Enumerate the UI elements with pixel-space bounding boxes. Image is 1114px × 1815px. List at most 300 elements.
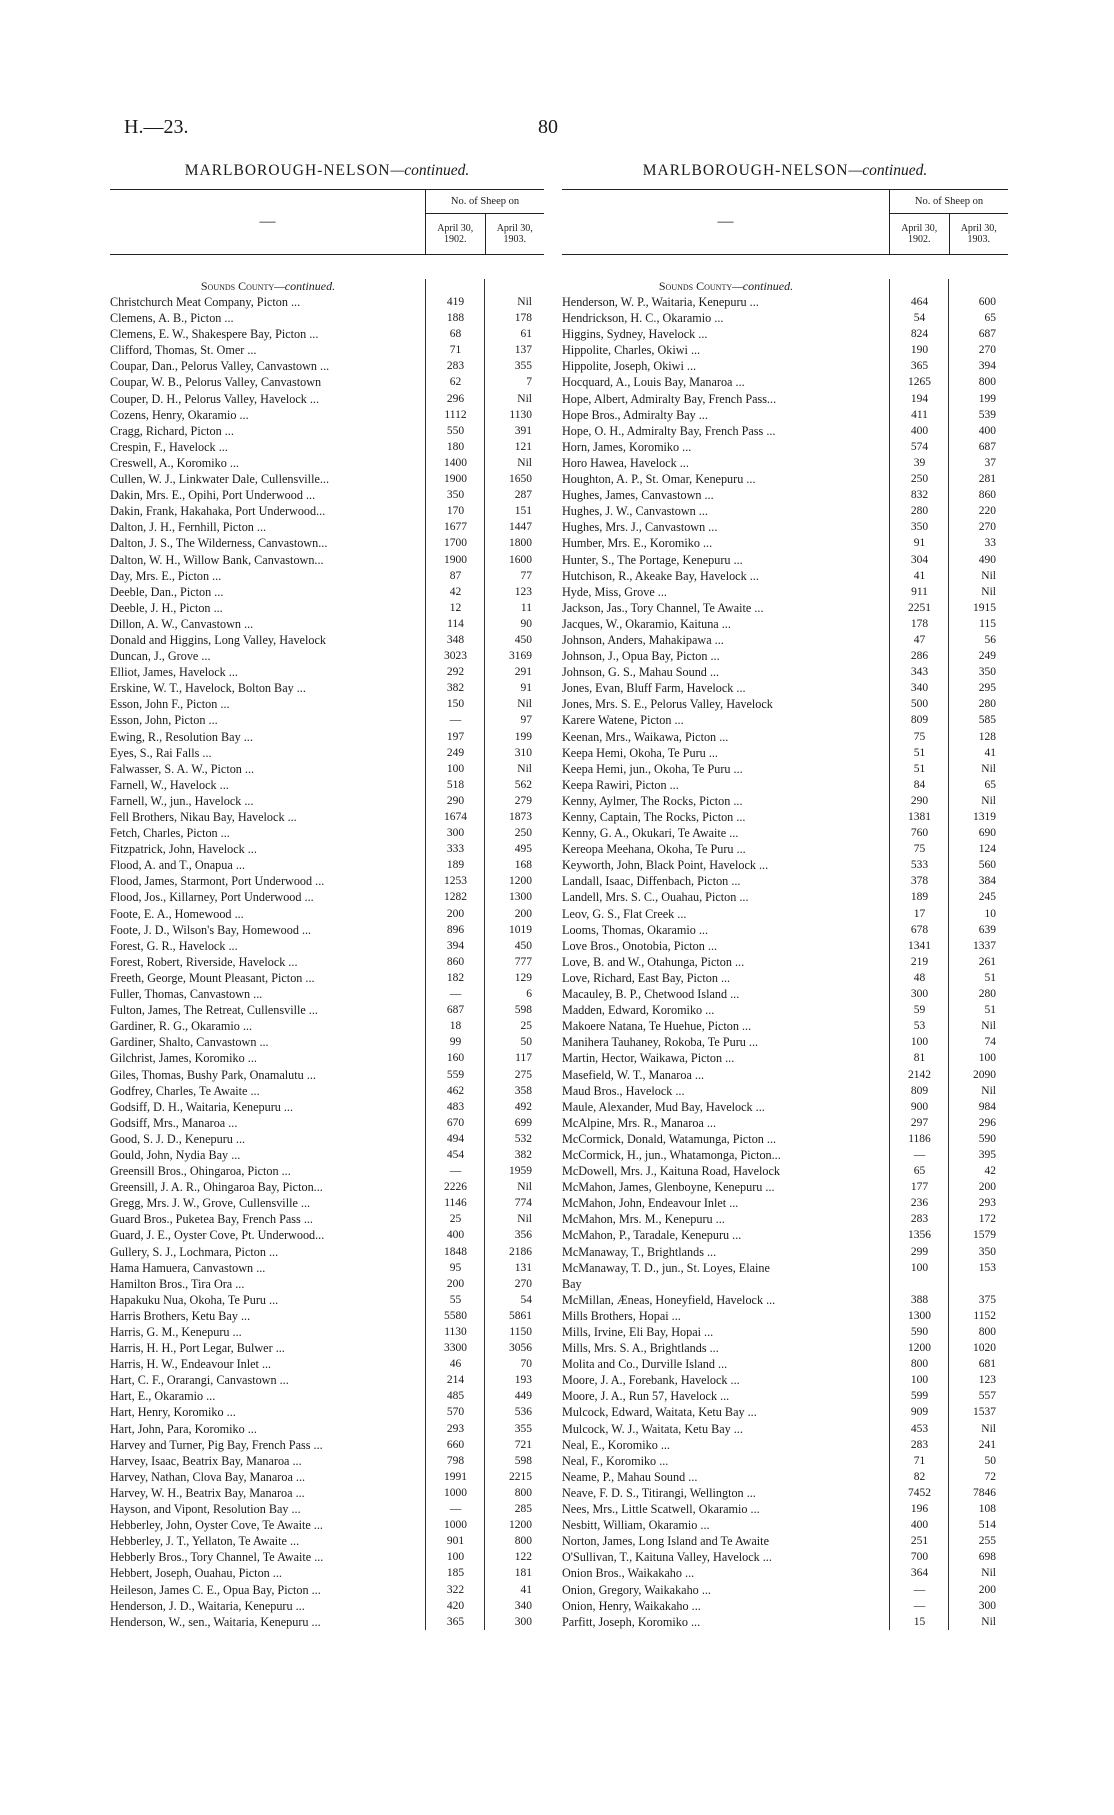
left-column [110, 162, 544, 1630]
table-row [562, 1388, 1008, 1404]
sheep-1902: 17 [913, 907, 926, 920]
sheep-1903: 721 [514, 1438, 532, 1451]
table-row [562, 1147, 1008, 1163]
table-row [562, 519, 1008, 535]
sheep-1903: Nil [981, 1615, 996, 1628]
owner-name: Horn, James, Koromiko ... [562, 439, 692, 454]
sheep-1903: 50 [520, 1036, 532, 1049]
column-title-suffix: —continued. [390, 162, 470, 179]
table-row [562, 439, 1008, 455]
sheep-1902: 200 [446, 907, 465, 920]
sheep-1902: 1674 [444, 811, 467, 823]
owner-name: Cullen, W. J., Linkwater Dale, Cullensville... [110, 472, 330, 487]
table-row [562, 986, 1008, 1002]
owner-name: Erskine, W. T., Havelock, Bolton Bay ... [110, 681, 306, 696]
owner-name: Maule, Alexander, Mud Bay, Havelock ... [562, 1099, 765, 1114]
sheep-1902: 189 [446, 859, 465, 872]
table-row [110, 889, 544, 905]
table-row [110, 1050, 544, 1066]
table-row [562, 503, 1008, 519]
owner-name: Clemens, E. W., Shakespere Bay, Picton ... [110, 327, 319, 342]
section-heading-suffix: —continued. [274, 279, 336, 293]
owner-name: Macauley, B. P., Chetwood Island ... [562, 987, 740, 1002]
sheep-1902: 678 [910, 923, 929, 936]
sheep-1902: 84 [913, 778, 926, 791]
table-row [110, 1308, 544, 1324]
table-row [562, 906, 1008, 922]
owner-name: Coupar, W. B., Pelorus Valley, Canvastown [110, 375, 322, 390]
sheep-1902: 75 [913, 730, 926, 743]
owner-name: Farnell, W., Havelock ... [110, 777, 229, 792]
owner-name: Masefield, W. T., Manaroa ... [562, 1067, 705, 1082]
owner-name: Hughes, James, Canvastown ... [562, 488, 714, 503]
table-row [562, 1131, 1008, 1147]
owner-name: Harris Brothers, Ketu Bay ... [110, 1308, 251, 1323]
sheep-1903: 123 [978, 1374, 996, 1387]
sheep-1903: 400 [978, 424, 996, 437]
sheep-1903: 124 [978, 843, 996, 856]
owner-name: Deeble, Dan., Picton ... [110, 584, 224, 599]
owner-name: Hebberley, John, Oyster Cove, Te Awaite ... [110, 1518, 323, 1533]
table-row [562, 471, 1008, 487]
table-row [110, 1179, 544, 1195]
owner-name: Foote, J. D., Wilson's Bay, Homewood ... [110, 922, 312, 937]
sheep-1902: 81 [913, 1052, 926, 1065]
owner-name: Karere Watene, Picton ... [562, 713, 684, 728]
sheep-1903: 77 [520, 569, 532, 582]
table-row [562, 954, 1008, 970]
owner-name: Norton, James, Long Island and Te Awaite [562, 1534, 769, 1549]
owner-name: Mills Brothers, Hopai ... [562, 1308, 681, 1323]
table-row [110, 729, 544, 745]
owner-name: Keepa Hemi, Okoha, Te Puru ... [562, 745, 718, 760]
table-row [562, 777, 1008, 793]
sheep-1903: 37 [984, 456, 996, 469]
table-row [110, 294, 544, 310]
table-row [110, 1147, 544, 1163]
sheep-1903: 115 [979, 617, 996, 630]
table-row [562, 648, 1008, 664]
table-row [110, 1372, 544, 1388]
sheep-1902: 1848 [444, 1245, 467, 1258]
owner-name: Hope Bros., Admiralty Bay ... [562, 407, 708, 422]
table-row [110, 584, 544, 600]
owner-name: Dalton, J. S., The Wilderness, Canvastown... [110, 536, 328, 551]
sheep-1902: 99 [449, 1036, 462, 1049]
sheep-1902: 798 [446, 1454, 465, 1467]
table-row [562, 1614, 1008, 1630]
table-row [110, 857, 544, 873]
owner-name: Molita and Co., Durville Island ... [562, 1357, 728, 1372]
sheep-1903: 3169 [509, 650, 532, 663]
table-row [562, 1050, 1008, 1066]
owner-name: Moore, J. A., Forebank, Havelock ... [562, 1373, 740, 1388]
sheep-1902: 251 [910, 1535, 929, 1548]
sheep-1902: 382 [446, 682, 465, 695]
owner-name: Hippolite, Joseph, Okiwi ... [562, 359, 697, 374]
sheep-1903: 860 [978, 489, 996, 502]
table-row [110, 793, 544, 809]
table-row [110, 1292, 544, 1308]
sheep-1902: 574 [910, 440, 929, 453]
sheep-1902: 18 [449, 1020, 462, 1033]
owner-name: Hendrickson, H. C., Okaramio ... [562, 311, 724, 326]
sheep-1902: 462 [446, 1084, 465, 1097]
table-row [110, 696, 544, 712]
table-row [562, 745, 1008, 761]
owner-name: Henderson, J. D., Waitaria, Kenepuru ... [110, 1598, 305, 1613]
sheep-1903: 560 [978, 859, 996, 872]
sheep-1903: 129 [514, 971, 532, 984]
sheep-1903: 122 [514, 1551, 532, 1564]
sheep-1902: 599 [910, 1390, 929, 1403]
col-1903-header: April 30, 1903. [960, 223, 997, 245]
sheep-1902: 1186 [908, 1132, 931, 1145]
sheep-1902: 25 [449, 1213, 462, 1226]
table-row [562, 374, 1008, 390]
sheep-1902: 39 [913, 456, 926, 469]
table-row [562, 1292, 1008, 1308]
sheep-1902: 51 [913, 746, 926, 759]
sheep-1903: 249 [978, 650, 996, 663]
sheep-1902: 219 [910, 955, 929, 968]
sheep-1902: 293 [446, 1422, 465, 1435]
table-row [562, 1179, 1008, 1195]
table-row [110, 1485, 544, 1501]
sheep-1903: 41 [984, 746, 996, 759]
sheep-1902: 900 [910, 1100, 929, 1113]
sheep-1903: Nil [517, 456, 532, 469]
sheep-1902: 100 [910, 1261, 929, 1274]
table-row [562, 1598, 1008, 1614]
sheep-1903: 270 [978, 344, 996, 357]
table-row [110, 712, 544, 728]
owner-name: Esson, John F., Picton ... [110, 697, 230, 712]
rows [562, 294, 1008, 1630]
table-row [562, 809, 1008, 825]
owner-name: Hope, O. H., Admiralty Bay, French Pass ... [562, 423, 776, 438]
owner-name: McManaway, T., Brightlands ... [562, 1244, 717, 1259]
table-row [110, 680, 544, 696]
table-row [562, 552, 1008, 568]
owner-name: Harris, H. W., Endeavour Inlet ... [110, 1357, 272, 1372]
owner-name: Couper, D. H., Pelorus Valley, Havelock ... [110, 391, 320, 406]
sheep-1902: 1341 [908, 939, 931, 952]
sheep-1903: 193 [514, 1374, 532, 1387]
owner-name: Hayson, and Vipont, Resolution Bay ... [110, 1502, 301, 1517]
sheep-1903: 1579 [973, 1229, 996, 1242]
owner-name: Landell, Mrs. S. C., Ouahau, Picton ... [562, 890, 749, 905]
sheep-1903: 199 [514, 730, 532, 743]
sheep-1903: 51 [984, 971, 996, 984]
sheep-1903: 639 [978, 923, 996, 936]
sheep-1903: 199 [978, 392, 996, 405]
owner-name: Moore, J. A., Run 57, Havelock ... [562, 1389, 730, 1404]
sheep-1903: 384 [978, 875, 996, 888]
sheep-1902: 91 [913, 537, 926, 550]
owner-name: Gregg, Mrs. J. W., Grove, Cullensville ... [110, 1196, 311, 1211]
table-row [110, 1211, 544, 1227]
sheep-1902: 800 [910, 1358, 929, 1371]
table-row [110, 487, 544, 503]
sheep-1903: 358 [514, 1084, 532, 1097]
section-heading [562, 279, 1008, 294]
owner-name: Coupar, Dan., Pelorus Valley, Canvastown ... [110, 359, 330, 374]
sheep-1903: 72 [984, 1470, 996, 1483]
sheep-1902: — [449, 714, 462, 727]
table-row [110, 358, 544, 374]
table-row [110, 1244, 544, 1260]
owner-name: Hocquard, A., Louis Bay, Manaroa ... [562, 375, 745, 390]
sheep-1903: 1300 [509, 891, 532, 904]
owner-name: Greensill, J. A. R., Ohingaroa Bay, Picton... [110, 1180, 323, 1195]
table-row [110, 1115, 544, 1131]
table-row [110, 1421, 544, 1437]
sheep-1903: 350 [978, 666, 996, 679]
table-row [110, 1469, 544, 1485]
sheep-1902: 82 [913, 1470, 926, 1483]
sheep-1903: 241 [978, 1438, 996, 1451]
sheep-1903: 97 [520, 714, 532, 727]
owner-name: Hart, E., Okaramio ... [110, 1389, 216, 1404]
sheep-1903: 450 [514, 939, 532, 952]
owner-name: McDowell, Mrs. J., Kaituna Road, Havelock [562, 1164, 780, 1179]
owner-name: Neal, F., Koromiko ... [562, 1453, 669, 1468]
owner-name: Heileson, James C. E., Opua Bay, Picton ... [110, 1582, 321, 1597]
sheep-1903: Nil [981, 794, 996, 807]
owner-name: McMahon, John, Endeavour Inlet ... [562, 1196, 739, 1211]
table-row [110, 1067, 544, 1083]
table-row [562, 294, 1008, 310]
owner-name: Eyes, S., Rai Falls ... [110, 745, 212, 760]
table-header [110, 189, 544, 255]
sheep-1902: 333 [446, 843, 465, 856]
owner-name: Jones, Mrs. S. E., Pelorus Valley, Havelock [562, 697, 773, 712]
owner-name: Gardiner, Shalto, Canvastown ... [110, 1035, 269, 1050]
sheep-1902: 550 [446, 424, 465, 437]
owner-name: Johnson, Anders, Mahakipawa ... [562, 632, 724, 647]
owner-name: Forest, G. R., Havelock ... [110, 938, 238, 953]
table-row [110, 407, 544, 423]
sheep-1903: 585 [978, 714, 996, 727]
sheep-1903: 70 [520, 1358, 532, 1371]
owner-name: Harvey, Isaac, Beatrix Bay, Manaroa ... [110, 1453, 302, 1468]
sheep-1902: 48 [913, 971, 926, 984]
table-row [110, 310, 544, 326]
owner-name: Love, Richard, East Bay, Picton ... [562, 970, 731, 985]
table-row [562, 729, 1008, 745]
sheep-1902: 280 [910, 505, 929, 518]
sheep-1903: 172 [978, 1213, 996, 1226]
sheep-1902: 65 [913, 1165, 926, 1178]
sheep-1903: 117 [515, 1052, 532, 1065]
table-row [562, 600, 1008, 616]
sheep-1902: 95 [449, 1261, 462, 1274]
table-row [562, 1115, 1008, 1131]
sheep-1902: 1000 [444, 1486, 467, 1499]
owner-name: Cozens, Henry, Okaramio ... [110, 407, 249, 422]
sheep-1903: Nil [517, 392, 532, 405]
table-row [562, 423, 1008, 439]
sheep-1903: 557 [978, 1390, 996, 1403]
table-row [110, 1276, 544, 1292]
owner-name: Greensill Bros., Ohingaroa, Picton ... [110, 1164, 291, 1179]
sheep-1902: 364 [910, 1567, 929, 1580]
table-row [562, 1195, 1008, 1211]
owner-name: Landall, Isaac, Diffenbach, Picton ... [562, 874, 741, 889]
sheep-1903: Nil [981, 585, 996, 598]
owner-name: Jackson, Jas., Tory Channel, Te Awaite ... [562, 600, 764, 615]
table-row [110, 1517, 544, 1533]
sheep-1902: 286 [910, 650, 929, 663]
sheep-1903: 33 [984, 537, 996, 550]
sheep-1902: 189 [910, 891, 929, 904]
sheep-1903: 123 [514, 585, 532, 598]
sheep-1903: 1152 [973, 1309, 996, 1322]
sheep-1902: 809 [910, 1084, 929, 1097]
sheep-1902: 453 [910, 1422, 929, 1435]
owner-name: Hebberly Bros., Tory Channel, Te Awaite ... [110, 1550, 324, 1565]
sheep-1902: 249 [446, 746, 465, 759]
sheep-1903: 687 [978, 440, 996, 453]
sheep-1902: 15 [913, 1615, 926, 1628]
table-row [110, 1034, 544, 1050]
owner-name: Hyde, Miss, Grove ... [562, 584, 667, 599]
sheep-1903: 598 [514, 1004, 532, 1017]
owner-name: Hughes, Mrs. J., Canvastown ... [562, 520, 718, 535]
table-row [562, 1517, 1008, 1533]
sheep-1903: 1150 [509, 1326, 532, 1338]
sheep-1902: 809 [910, 714, 929, 727]
table-row [110, 455, 544, 471]
sheep-1902: 197 [446, 730, 465, 743]
sheep-1902: 290 [910, 794, 929, 807]
table-row [562, 1469, 1008, 1485]
sheep-1903: 514 [978, 1519, 996, 1532]
owner-name: Dalton, W. H., Willow Bank, Canvastown... [110, 552, 324, 567]
table-body [110, 279, 544, 1630]
owner-name: McCormick, H., jun., Whatamonga, Picton... [562, 1147, 781, 1162]
sheep-1903: 3056 [509, 1342, 532, 1355]
sheep-1902: 911 [911, 585, 928, 598]
owner-name: Forest, Robert, Riverside, Havelock ... [110, 954, 298, 969]
document-reference: H.—23. [124, 116, 189, 138]
sheep-1903: 181 [514, 1567, 532, 1580]
owner-name: Harvey, W. H., Beatrix Bay, Manaroa ... [110, 1485, 305, 1500]
sheep-1902: 464 [910, 296, 929, 308]
sheep-1903: 291 [514, 666, 532, 679]
sheep-1902: 365 [910, 360, 929, 373]
sheep-1902: 100 [446, 762, 465, 775]
table-row [110, 1598, 544, 1614]
sheep-1902: 71 [449, 344, 462, 357]
sheep-1902: 1400 [444, 456, 467, 469]
sheep-1902: 304 [910, 553, 929, 566]
table-row [110, 873, 544, 889]
sheep-1902: — [449, 988, 462, 1001]
column-title-suffix: —continued. [848, 162, 928, 179]
table-row [562, 1356, 1008, 1372]
sheep-1902: 182 [446, 971, 465, 984]
sheep-1903: 131 [514, 1261, 532, 1274]
sheep-column-group [890, 190, 1008, 254]
sheep-1903: 285 [514, 1503, 532, 1516]
sheep-1902: — [913, 1599, 926, 1612]
sheep-1903: 11 [520, 601, 532, 614]
sheep-1903: 280 [978, 698, 996, 711]
owner-name: Dakin, Frank, Hakahaka, Port Underwood... [110, 504, 326, 519]
owner-name: Clemens, A. B., Picton ... [110, 311, 234, 326]
sheep-1902: 832 [910, 489, 929, 502]
sheep-1903: 281 [978, 473, 996, 486]
owner-name: McMillan, Æneas, Honeyfield, Havelock ... [562, 1292, 776, 1307]
owner-name: Onion Bros., Waikakaho ... [562, 1566, 695, 1581]
sheep-1902: 494 [446, 1132, 465, 1145]
owner-name: Gullery, S. J., Lochmara, Picton ... [110, 1244, 279, 1259]
owner-name: Clifford, Thomas, St. Omer ... [110, 343, 257, 358]
table-row [562, 1002, 1008, 1018]
table-row [562, 680, 1008, 696]
sheep-1902: 292 [446, 666, 465, 679]
owner-name: Harvey, Nathan, Clova Bay, Manaroa ... [110, 1469, 306, 1484]
table-row [110, 1324, 544, 1340]
sheep-1902: 41 [913, 569, 926, 582]
owner-name: Hapakuku Nua, Okoha, Te Puru ... [110, 1292, 279, 1307]
table-row [110, 954, 544, 970]
owner-name: Freeth, George, Mount Pleasant, Picton ... [110, 970, 315, 985]
table-row [110, 632, 544, 648]
sheep-1903: 562 [514, 778, 532, 791]
table-row [110, 1195, 544, 1211]
table-row [110, 503, 544, 519]
sheep-1903: 121 [514, 440, 532, 453]
sheep-1903: 6 [526, 988, 532, 1001]
sheep-1902: 340 [910, 682, 929, 695]
sheep-1902: 54 [913, 312, 926, 325]
sheep-1903: Nil [517, 698, 532, 711]
sheep-1902: 400 [446, 1229, 465, 1242]
table-row [110, 1565, 544, 1581]
owner-name: Hart, Henry, Koromiko ... [110, 1405, 236, 1420]
sheep-1903: 1319 [973, 811, 996, 823]
owner-name: Parfitt, Joseph, Koromiko ... [562, 1614, 701, 1629]
sheep-1903: 56 [984, 633, 996, 646]
sheep-1902: 2142 [908, 1068, 931, 1081]
sheep-1903: Nil [981, 1422, 996, 1435]
sheep-1903: 50 [984, 1454, 996, 1467]
sheep-1903: 61 [520, 328, 532, 341]
sheep-1903: 590 [978, 1132, 996, 1145]
sheep-1902: 75 [913, 843, 926, 856]
sheep-1902: 322 [446, 1583, 465, 1596]
sheep-1903: 7 [526, 376, 532, 389]
owner-name: Kenny, Captain, The Rocks, Picton ... [562, 810, 746, 824]
table-row [110, 745, 544, 761]
table-row [110, 1388, 544, 1404]
col-1902-header: April 30, 1902. [426, 214, 486, 254]
sheep-1902: 896 [446, 923, 465, 936]
sheep-1903: 200 [514, 907, 532, 920]
table-row [562, 825, 1008, 841]
sheep-1903: 275 [514, 1068, 532, 1081]
sheep-1903: 1600 [509, 553, 532, 566]
sheep-1902: 365 [446, 1615, 465, 1628]
name-column-header: — [562, 190, 890, 254]
sheep-1903: 355 [514, 360, 532, 373]
sheep-1902: 454 [446, 1148, 465, 1161]
sheep-1903: 137 [514, 344, 532, 357]
sheep-1903: 74 [984, 1036, 996, 1049]
